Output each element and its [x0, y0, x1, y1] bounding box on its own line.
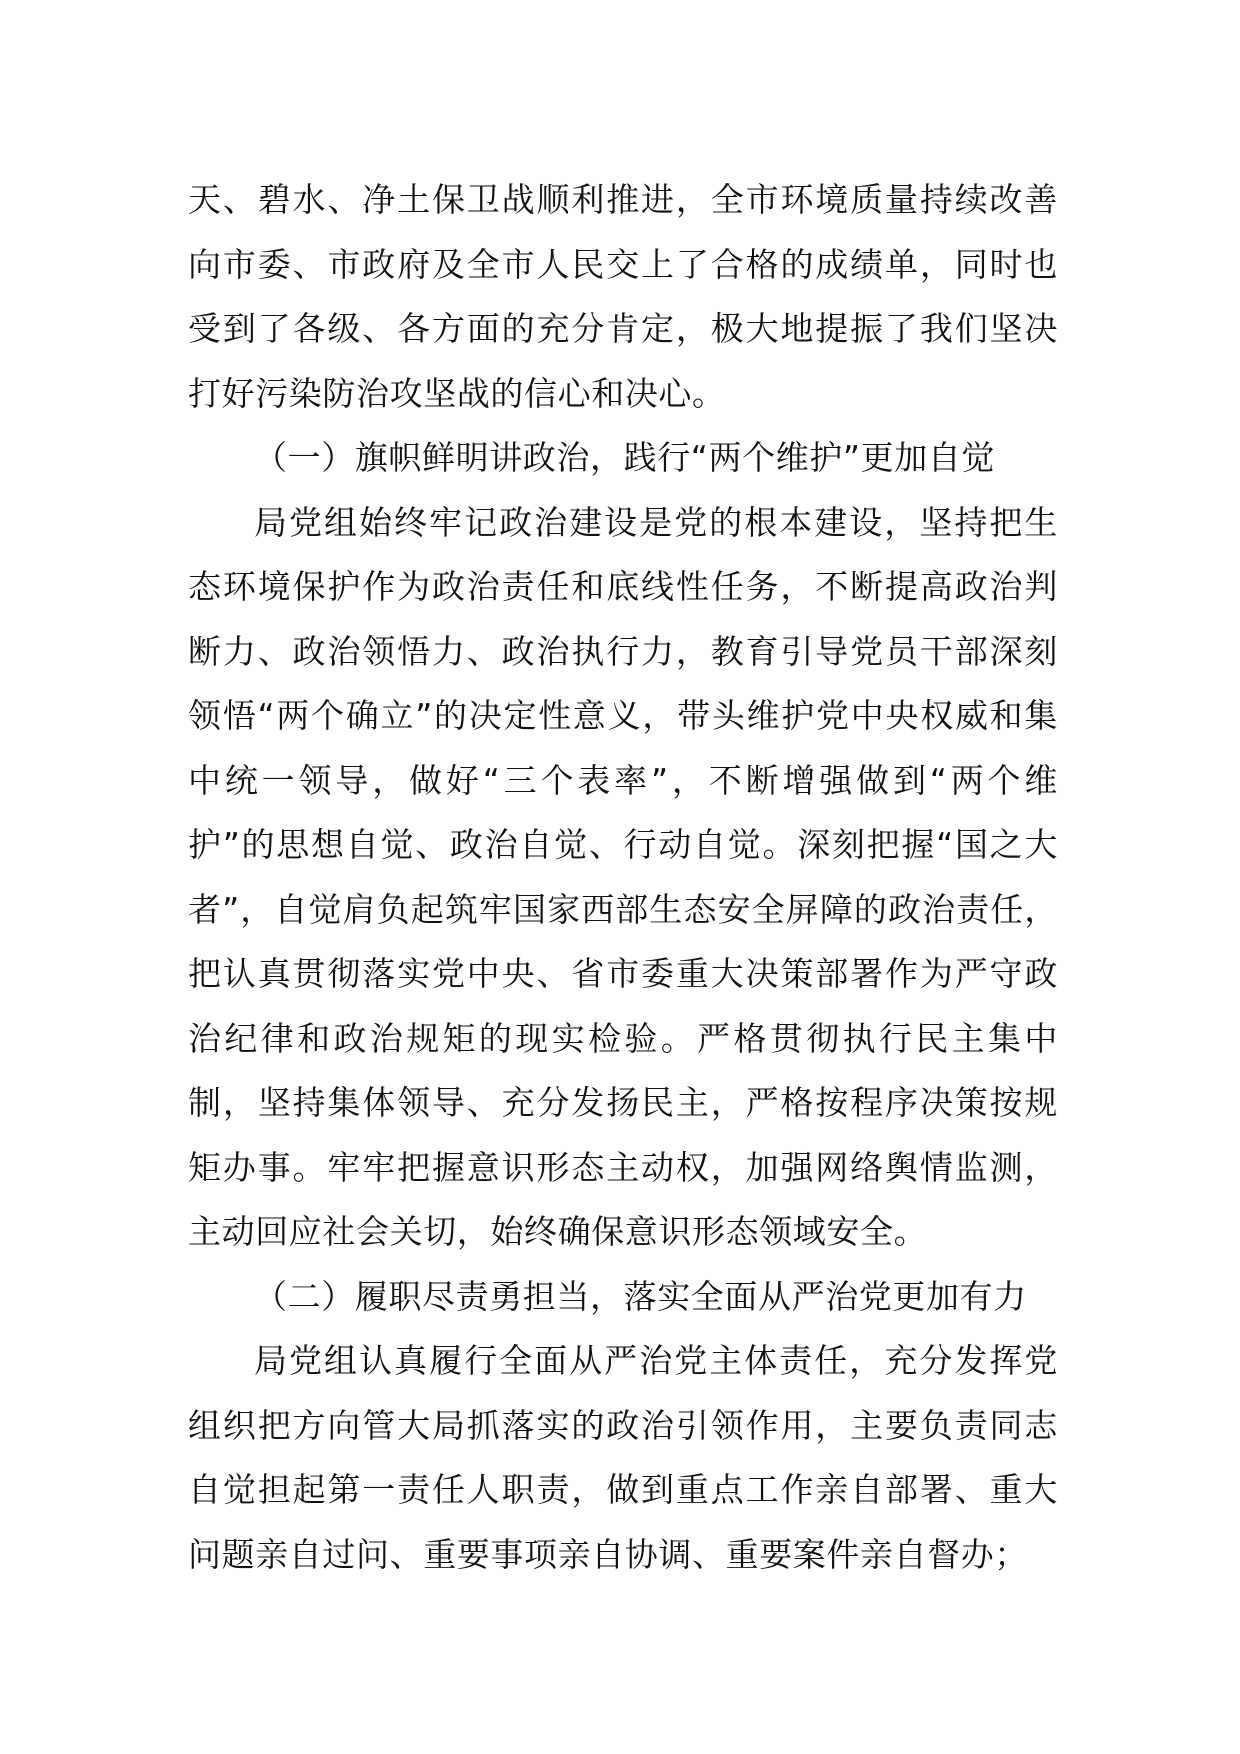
section-heading-1: （一）旗帜鲜明讲政治，践行“两个维护”更加自觉 [254, 438, 995, 477]
document-body [188, 168, 1058, 1587]
paragraph-political-building: 局党组始终牢记政治建设是党的根本建设，坚持把生态环境保护作为政治责任和底线性任务，不断提高政治判断力、政治领悟力、政治执行力，教育引导党员干部深刻领悟“两个确立”的决定性意义，带头维护党中央权威和集中统一领导，做好“三个表率”，不断增强做到“两个维护”的思想自觉、政治自觉、行动自觉。深刻把握“国之大者”，自觉肩负起筑牢国家西部生态安全屏障的政治责任，把认真贯彻落实党中央、省市委重大决策部署作为严守政治纪律和政治规矩的现实检验。严格贯彻执行民主集中制，坚持集体领导、充分发扬民主，严格按程序决策按规矩办事。牢牢把握意识形态主动权，加强网络舆情监测，主动回应社会关切，始终确保意识形态领域安全。 [188, 502, 1058, 1251]
paragraph-continuation: 天、碧水、净土保卫战顺利推进，全市环境质量持续改善向市委、市政府及全市人民交上了合格的成绩单，同时也受到了各级、各方面的充分肯定，极大地提振了我们坚决打好污染防治攻坚战的信心和决心。 [188, 180, 1058, 413]
section-heading-2: （二）履职尽责勇担当，落实全面从严治党更加有力 [254, 1276, 1027, 1316]
paragraph-party-governance: 局党组认真履行全面从严治党主体责任，充分发挥党组织把方向管大局抓落实的政治引领作用，主要负责同志自觉担起第一责任人职责，做到重点工作亲自部署、重大问题亲自过问、重要事项亲自协调、重要案件亲自督办； [188, 1341, 1058, 1574]
